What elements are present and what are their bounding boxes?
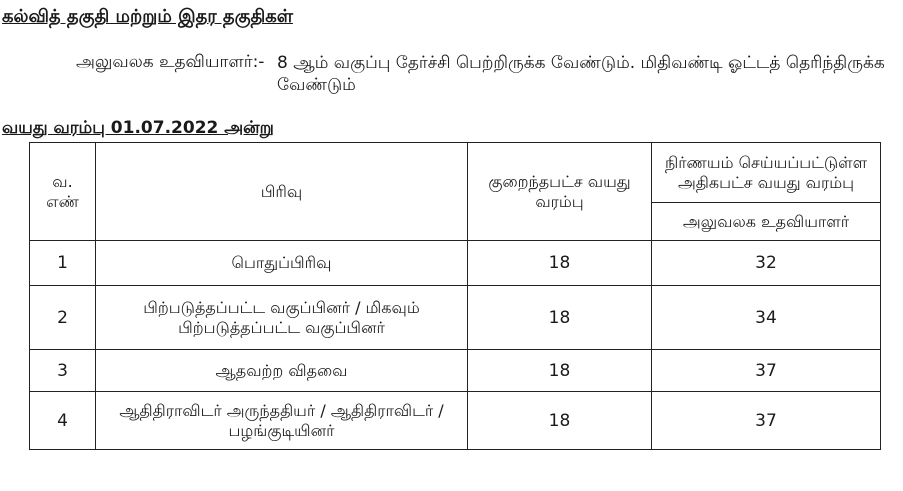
header-max-age: நிர்ணயம் செய்யப்பட்டுள்ள அதிகபட்ச வயது வரம்பு	[652, 143, 881, 203]
cell-serial: 4	[30, 392, 96, 450]
cell-min-age: 18	[468, 241, 652, 286]
header-serial: வ. எண்	[30, 143, 96, 241]
cell-serial: 1	[30, 241, 96, 286]
table-row	[30, 241, 881, 286]
cell-min-age: 18	[468, 286, 652, 350]
table-row	[30, 286, 881, 350]
table-row	[30, 350, 881, 392]
header-min-age: குறைந்தபட்ச வயது வரம்பு	[468, 143, 652, 241]
cell-category: பிற்படுத்தப்பட்ட வகுப்பினர் / மிகவும் பிற்படுத்தப்பட்ட வகுப்பினர்	[96, 286, 468, 350]
cell-max-age: 32	[652, 241, 881, 286]
cell-serial: 2	[30, 286, 96, 350]
header-category: பிரிவு	[96, 143, 468, 241]
table-row	[30, 392, 881, 450]
qualification-post-label: அலுவலக உதவியாளர்:-	[76, 52, 265, 72]
cell-min-age: 18	[468, 392, 652, 450]
cell-max-age: 34	[652, 286, 881, 350]
qualification-text: 8 ஆம் வகுப்பு தேர்ச்சி பெற்றிருக்க வேண்டும். மிதிவண்டி ஓட்டத் தெரிந்திருக்க வேண்டும்	[277, 53, 885, 95]
cell-min-age: 18	[468, 350, 652, 392]
age-limit-table	[29, 142, 881, 450]
age-limit-heading: வயது வரம்பு 01.07.2022 அன்று	[2, 118, 274, 138]
cell-max-age: 37	[652, 350, 881, 392]
cell-serial: 3	[30, 350, 96, 392]
cell-max-age: 37	[652, 392, 881, 450]
cell-category: ஆதவற்ற விதவை	[96, 350, 468, 392]
cell-category: ஆதிதிராவிடர் அருந்ததியர் / ஆதிதிராவிடர் / பழங்குடியினர்	[96, 392, 468, 450]
header-max-age-post: அலுவலக உதவியாளர்	[652, 203, 881, 241]
section-heading: கல்வித் தகுதி மற்றும் இதர தகுதிகள்	[2, 6, 294, 27]
table-header-row	[30, 143, 881, 203]
cell-category: பொதுப்பிரிவு	[96, 241, 468, 286]
